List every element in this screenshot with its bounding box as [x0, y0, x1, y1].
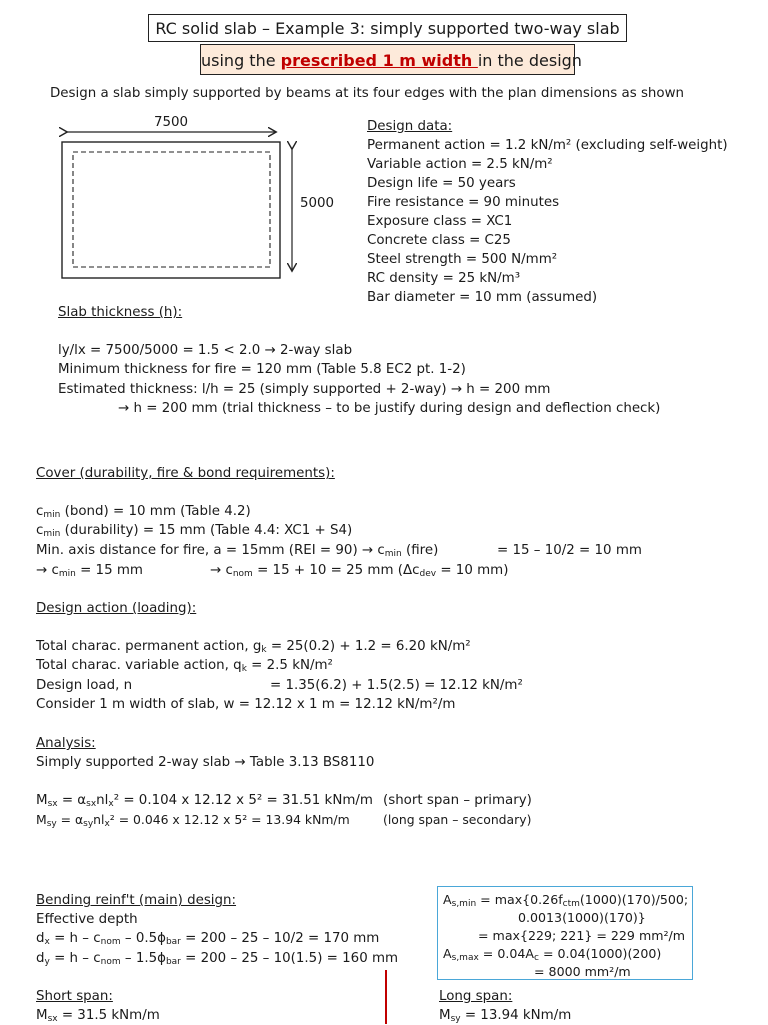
- width-consider-line: Consider 1 m width of slab, w = 12.12 x 1 m = 12.12 kN/m²/m: [36, 697, 456, 712]
- thickness-heading: Slab thickness (h):: [58, 305, 183, 320]
- slab-outline: [62, 142, 280, 278]
- thickness-line: Minimum thickness for fire = 120 mm (Table 5.8 EC2 pt. 1-2): [58, 362, 466, 377]
- as-min-result: = max{229; 221} = 229 mm²/m: [478, 928, 686, 943]
- effective-depth-label: Effective depth: [36, 912, 138, 927]
- design-load-value: = 1.35(6.2) + 1.5(2.5) = 12.12 kN/m²: [270, 678, 523, 693]
- slab-plan-diagram: [0, 110, 350, 290]
- analysis-heading: Analysis:: [36, 736, 96, 751]
- cover-fire-line: Min. axis distance for fire, a = 15mm $(REI = 90) \to c_{min}$ (fire): [36, 543, 439, 559]
- page-title: RC solid slab – Example 3: simply supported two-way slab: [148, 14, 627, 42]
- length-label: 7500: [154, 115, 189, 130]
- design-data-heading: Design data:: [367, 119, 453, 134]
- msy-equation: $M_{sy} = \alpha_{sy}nl_x^2 = 0.046$ x 12.12 x 5² = 13.94 kNm/m: [36, 812, 350, 829]
- loading-heading: Design action (loading):: [36, 601, 197, 616]
- dx-equation: $d_x = h - c_{nom} - 0.5\phi_{bar} = 200 - 25 - 10/2 = 170$ mm: [36, 931, 380, 947]
- as-max-line: $A_{s,max} = 0.04A_c = 0.04(1000)(200)$: [443, 946, 662, 963]
- permanent-action-line: Total charac. permanent action, $g_k = 25(0.2) + 1.2 = 6.20$ kN/m²: [36, 639, 471, 655]
- as-min-line: $A_{s,min} = \max\{0.26f_{ctm}(1000)(170)/500$;: [443, 892, 689, 909]
- design-data-line: RC density = 25 kN/m³: [367, 271, 521, 286]
- variable-action-line: Total charac. variable action, $q_k = 2.5$ kN/m²: [36, 658, 333, 674]
- dy-equation: $d_y = h - c_{nom} - 1.5\phi_{bar} = 200 - 25 - 10(1.5) = 160$ mm: [36, 951, 399, 967]
- cover-nom-result: → $c_{nom} = 15 + 10 = 25$ mm ($\Delta c_{dev} = 10$ mm): [210, 563, 509, 579]
- msx-equation: $M_{sx} = \alpha_{sx}nl_x^2 = 0.104$ x 12.12 x 5² = 31.51 kNm/m: [36, 793, 373, 809]
- long-span-heading: Long span:: [439, 989, 513, 1004]
- design-data-line: Bar diameter = 10 mm (assumed): [367, 290, 598, 305]
- design-data-line: Design life = 50 years: [367, 176, 516, 191]
- subtitle-box: [200, 44, 582, 75]
- design-data-line: Permanent action = 1.2 kN/m² (excluding self-weight): [367, 138, 728, 153]
- cover-min-result: → $c_{min} = 15$ mm: [36, 563, 143, 579]
- subtitle-pre: using the: [201, 51, 281, 70]
- design-data-line: Exposure class = XC1: [367, 214, 513, 229]
- thickness-line: ly/lx = 7500/5000 = 1.5 < 2.0 → 2-way slab: [58, 343, 353, 358]
- as-max-result: = 8000 mm²/m: [534, 964, 631, 979]
- cover-bond-line: $c_{min}$ (bond) = 10 mm (Table 4.2): [36, 504, 251, 520]
- long-span-moment: $M_{sy} = 13.94$ kNm/m: [439, 1008, 572, 1024]
- design-data-line: Concrete class = C25: [367, 233, 511, 248]
- short-span-heading: Short span:: [36, 989, 113, 1004]
- width-label: 5000: [300, 196, 335, 211]
- thickness-line: → h = 200 mm (trial thickness – to be justify during design and deflection check): [118, 401, 661, 416]
- analysis-line: Simply supported 2-way slab → Table 3.13 BS8110: [36, 755, 375, 770]
- intro-text: Design a slab simply supported by beams at its four edges with the plan dimensions as shown: [50, 86, 685, 101]
- cover-heading: Cover (durability, fire & bond requirements):: [36, 466, 335, 481]
- design-data-line: Steel strength = 500 N/mm²: [367, 252, 558, 267]
- cover-durability-line: $c_{min}$ (durability) = 15 mm (Table 4.4: XC1 + S4): [36, 523, 353, 539]
- msy-note: (long span – secondary): [383, 812, 532, 827]
- design-load-label: Design load, n: [36, 678, 133, 693]
- support-beams-outline: [73, 152, 270, 267]
- design-data-line: Variable action = 2.5 kN/m²: [367, 157, 553, 172]
- subtitle-highlight: prescribed 1 m width: [280, 51, 478, 70]
- msx-note: (short span – primary): [383, 793, 532, 808]
- design-data-line: Fire resistance = 90 minutes: [367, 195, 560, 210]
- cover-fire-result: = 15 – 10/2 = 10 mm: [497, 543, 642, 558]
- bending-heading: Bending reinf't (main) design:: [36, 893, 237, 908]
- thickness-line: Estimated thickness: l/h = 25 (simply supported + 2-way) → h = 200 mm: [58, 382, 551, 397]
- short-span-moment: $M_{sx} = 31.5$ kNm/m: [36, 1008, 160, 1024]
- as-min-line-2: 0.0013(1000)(170)}: [518, 910, 646, 925]
- subtitle-post: in the design: [477, 51, 582, 70]
- column-divider: [385, 970, 387, 1024]
